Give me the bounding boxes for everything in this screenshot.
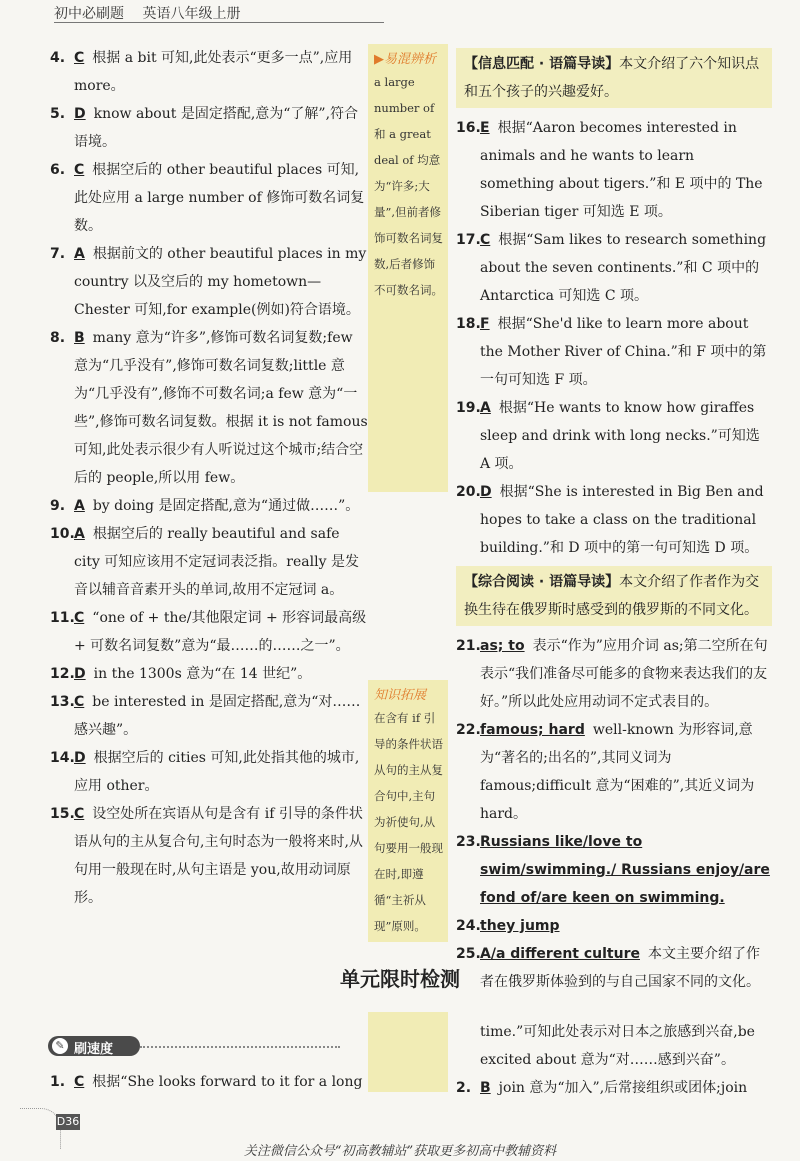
bottom-right-column: [456, 1018, 772, 1102]
item-number: 11.: [50, 610, 75, 626]
item-number: 22.: [456, 722, 481, 738]
item-answer: C: [74, 610, 85, 626]
answer-item: [50, 156, 368, 240]
item-number: 1.: [50, 1074, 66, 1090]
item-answer: E: [480, 120, 490, 136]
item-number: 6.: [50, 162, 66, 178]
item-number: 4.: [50, 50, 66, 66]
item-number: 24.: [456, 918, 481, 934]
item-number: 21.: [456, 638, 481, 654]
speed-badge: [48, 1036, 140, 1056]
item-number: 10.: [50, 526, 75, 542]
item-number: 9.: [50, 498, 66, 514]
reading-guide-comprehensive: [456, 566, 772, 626]
subject-title: 英语八年级上册: [142, 6, 241, 22]
guide-text: 本文介绍了作者作为交换生待在俄罗斯时感受到的俄罗斯的不同文化。: [464, 574, 760, 618]
item-number: 15.: [50, 806, 75, 822]
item-answer: Russians like/love to swim/swimming./ Russians enjoy/are fond of/are keen on swimming.: [480, 834, 770, 906]
answer-item: [456, 632, 772, 716]
answer-item: [50, 324, 368, 492]
answer-item: [50, 240, 368, 324]
item-explanation: 表示“作为”应用介词 as;第二空所在句表示“我们准备尽可能多的食物来表达我们的友好。”所以此处应用动词不定式表目的。: [480, 638, 768, 710]
item-explanation: 根据前文的 other beautiful places in my country 以及空后的 my hometown—Chester 可知,for example(例如)符合语境。: [74, 246, 367, 318]
item-explanation: 根据“She is interested in Big Ben and hopes to take a class on the traditional building.”和 D 项中的第一句可知选 D 项。: [480, 484, 764, 556]
item-answer: D: [480, 484, 492, 500]
item-explanation: 根据“He wants to know how giraffes sleep and drink with long necks.”可知选 A 项。: [480, 400, 760, 472]
sidebar-note-title: 知识拓展: [374, 688, 427, 703]
item-answer: A/a different culture: [480, 946, 640, 962]
item-answer: D: [74, 106, 86, 122]
item-number: 23.: [456, 834, 481, 850]
reading-guide-matching: [456, 48, 772, 108]
item-number: 5.: [50, 106, 66, 122]
left-answer-column: [50, 44, 368, 912]
header-divider: [54, 22, 384, 23]
item-answer: D: [74, 666, 86, 682]
answer-item: [50, 44, 368, 100]
unit-test-title: 单元限时检测: [340, 967, 460, 991]
item-explanation: 根据“She'd like to learn more about the Mother River of China.”和 F 项中的第一句可知选 F 项。: [480, 316, 767, 388]
answer-item: [456, 478, 772, 562]
pencil-icon: ✎: [52, 1038, 68, 1054]
item-answer: as; to: [480, 638, 525, 654]
sidebar-strip: [368, 1012, 448, 1092]
guide-text: 本文介绍了六个知识点和五个孩子的兴趣爱好。: [464, 56, 760, 100]
sidebar-note-title: ▶易混辨析: [374, 52, 436, 67]
sidebar-note-body: 在含有 if 引导的条件状语从句的主从复合句中,主句为祈使句,从句要用一般现在时,即遵循“主祈从现”原则。: [374, 711, 443, 933]
item-explanation: “one of + the/其他限定词 + 形容词最高级 + 可数名词复数”意为“最……的……之一”。: [74, 610, 367, 654]
item-explanation: well-known 为形容词,意为“著名的;出名的”,其同义词为 famous;difficult 意为“困难的”,其近义词为 hard。: [480, 722, 755, 822]
item-explanation: time.”可知此处表示对日本之旅感到兴奋,be excited about 意为“对……感到兴奋”。: [480, 1024, 755, 1068]
dotted-divider: [140, 1046, 340, 1048]
item-explanation: 根据“Sam likes to research something about the seven continents.”和 C 项中的 Antarctica 可知选 C 项。: [480, 232, 767, 304]
answer-item: [456, 828, 772, 912]
answer-item: [50, 604, 368, 660]
item-number: 17.: [456, 232, 481, 248]
answer-item: [50, 520, 368, 604]
item-answer: C: [74, 806, 85, 822]
item-number: 7.: [50, 246, 66, 262]
right-answer-column: [456, 44, 772, 996]
item-explanation: 根据空后的 cities 可知,此处指其他的城市,应用 other。: [74, 750, 360, 794]
book-title: 初中必刷题: [54, 6, 124, 22]
item-explanation: 设空处所在宾语从句是含有 if 引导的条件状语从句的主从复合句,主句时态为一般将来时,从句用一般现在时,从句主语是 you,故用动词原形。: [74, 806, 363, 906]
item-explanation: 本文主要介绍了作者在俄罗斯体验到的与自己国家不同的文化。: [480, 946, 760, 990]
item-answer: C: [74, 50, 85, 66]
item-explanation: in the 1300s 意为“在 14 世纪”。: [93, 666, 312, 682]
item-answer: A: [74, 526, 85, 542]
bottom-left-column: [50, 1068, 368, 1096]
answer-item: [456, 226, 772, 310]
answers-16-20: [456, 114, 772, 562]
item-number: 20.: [456, 484, 481, 500]
answer-item: [456, 310, 772, 394]
item-answer: B: [74, 330, 85, 346]
item-number: 19.: [456, 400, 481, 416]
item-explanation: join 意为“加入”,后常接组织或团体;join: [498, 1080, 748, 1096]
sidebar-note-extension: [368, 680, 448, 942]
speed-badge-label: 刷速度: [74, 1042, 114, 1057]
item-number: 18.: [456, 316, 481, 332]
item-explanation: 根据“Aaron becomes interested in animals and he wants to learn something about tigers.”和 E 项中的 The Siberian tiger 可知选 E 项。: [480, 120, 763, 220]
page-number: D36: [56, 1115, 80, 1128]
item-answer: D: [74, 750, 86, 766]
item-answer: F: [480, 316, 490, 332]
item-explanation: 根据“She looks forward to it for a long: [92, 1074, 363, 1090]
answer-item: [50, 744, 368, 800]
answer-item: [456, 394, 772, 478]
continued-explanation: [456, 1018, 772, 1074]
item-answer: C: [74, 162, 85, 178]
answer-item: [456, 1074, 772, 1102]
answer-item: [456, 716, 772, 828]
sidebar-note-confusables: [368, 44, 448, 492]
sidebar-note-body: a large number of 和 a great deal of 均意为“许多;大量”,但前者修饰可数名词复数,后者修饰不可数名词。: [374, 75, 443, 297]
answer-item: [50, 660, 368, 688]
answer-item: [50, 1068, 368, 1096]
item-answer: A: [74, 498, 85, 514]
guide-label: 【信息匹配 · 语篇导读】: [464, 56, 620, 72]
item-answer: B: [480, 1080, 491, 1096]
guide-label: 【综合阅读 · 语篇导读】: [464, 574, 620, 590]
answers-21-25: [456, 632, 772, 996]
item-number: 16.: [456, 120, 481, 136]
item-explanation: know about 是固定搭配,意为“了解”,符合语境。: [74, 106, 359, 150]
item-answer: C: [74, 1074, 85, 1090]
answer-item: [50, 800, 368, 912]
item-explanation: 根据空后的 really beautiful and safe city 可知应该用不定冠词表泛指。really 是发音以辅音音素开头的单词,故用不定冠词 a。: [74, 526, 359, 598]
answer-item: [50, 492, 368, 520]
answer-item: [50, 100, 368, 156]
item-answer: C: [480, 232, 491, 248]
item-number: 8.: [50, 330, 66, 346]
page-header: [54, 3, 254, 23]
item-number: 12.: [50, 666, 75, 682]
answer-item: [456, 912, 772, 940]
answer-item: [456, 114, 772, 226]
item-answer: famous; hard: [480, 722, 585, 738]
item-number: 25.: [456, 946, 481, 962]
item-answer: they jump: [480, 918, 560, 934]
item-number: 13.: [50, 694, 75, 710]
item-explanation: by doing 是固定搭配,意为“通过做……”。: [92, 498, 360, 514]
item-answer: A: [480, 400, 491, 416]
item-explanation: 根据 a bit 可知,此处表示“更多一点”,应用 more。: [74, 50, 353, 94]
footer-note: 关注微信公众号“初高教辅站”获取更多初高中教辅资料: [243, 1144, 557, 1159]
item-explanation: 根据空后的 other beautiful places 可知,此处应用 a large number of 修饰可数名词复数。: [74, 162, 365, 234]
item-answer: A: [74, 246, 85, 262]
item-explanation: many 意为“许多”,修饰可数名词复数;few 意为“几乎没有”,修饰可数名词复数;little 意为“几乎没有”,修饰不可数名词;a few 意为“一些”,修饰可数名词复数。根据 it is not famous 可知,此处表示很少有人听说过这个城市;结合空后的 people,所以用 few。: [74, 330, 368, 486]
answer-item: [50, 688, 368, 744]
item-explanation: be interested in 是固定搭配,意为“对……感兴趣”。: [74, 694, 361, 738]
item-number: 14.: [50, 750, 75, 766]
item-number: 2.: [456, 1080, 472, 1096]
item-answer: C: [74, 694, 85, 710]
